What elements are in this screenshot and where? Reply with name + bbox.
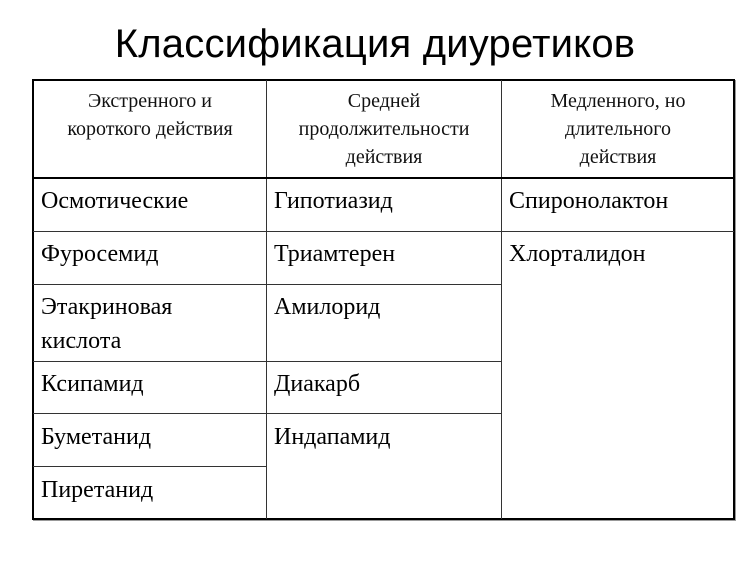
row-divider — [33, 284, 501, 285]
row-divider — [33, 466, 266, 467]
table-cell: Триамтерен — [274, 241, 396, 267]
table-cell: Ксипамид — [41, 371, 144, 397]
header-line: Медленного, но — [550, 90, 686, 112]
table-cell: Буметанид — [41, 424, 152, 450]
row-divider — [33, 413, 501, 414]
header-line: действия — [345, 146, 423, 168]
table-cell: Спиронолактон — [509, 188, 669, 214]
header-fast-short — [34, 87, 266, 143]
header-line: продолжительности — [298, 118, 470, 140]
header-line: действия — [579, 146, 657, 168]
header-slow-long — [502, 87, 734, 171]
cell-line: Этакриновая — [41, 294, 173, 320]
table-cell: Фуросемид — [41, 241, 159, 267]
cell-line: кислота — [41, 328, 122, 354]
table-cell: Хлорталидон — [509, 241, 646, 267]
table-cell: Пиретанид — [41, 477, 154, 503]
table-cell: Осмотические — [41, 188, 189, 214]
table-cell: Индапамид — [274, 424, 391, 450]
row-divider — [33, 361, 501, 362]
row-divider — [33, 231, 734, 232]
table-cell — [41, 290, 172, 358]
header-medium — [267, 87, 501, 171]
header-line: длительного — [565, 118, 671, 140]
header-line: короткого действия — [67, 118, 233, 140]
row-divider — [33, 177, 734, 179]
page-title: Классификация диуретиков — [114, 22, 636, 66]
header-line: Экстренного и — [88, 90, 212, 112]
header-line: Средней — [347, 90, 421, 112]
table-cell: Амилорид — [274, 294, 381, 320]
table-cell: Гипотиазид — [274, 188, 393, 214]
table-cell: Диакарб — [274, 371, 361, 397]
